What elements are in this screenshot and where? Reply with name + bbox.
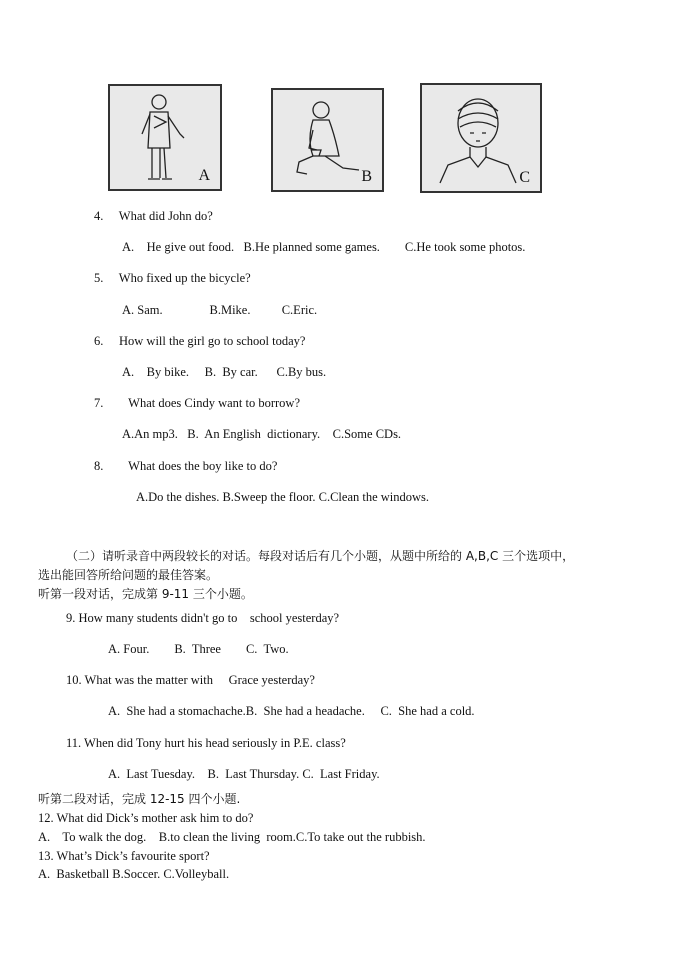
picture-b bbox=[271, 88, 384, 192]
question-5-options: A. Sam. B.Mike. C.Eric. bbox=[122, 303, 318, 317]
question-11-options: A. Last Tuesday. B. Last Thursday. C. Last Friday. bbox=[108, 767, 380, 781]
section-instruction: （二）请听录音中两段较长的对话。每段对话后有几个小题，从题中所给的 A,B,C 三个选项中， bbox=[66, 549, 575, 563]
section-instruction-cont: 选出能回答所给问题的最佳答案。 bbox=[38, 568, 219, 582]
question-10-options: A. She had a stomachache.B. She had a headache. C. She had a cold. bbox=[108, 704, 475, 718]
question-12: 12. What did Dick’s mother ask him to do? bbox=[38, 811, 254, 825]
question-7: 7. What does Cindy want to borrow? bbox=[94, 396, 300, 410]
question-4-options: A. He give out food. B.He planned some games. C.He took some photos. bbox=[122, 240, 526, 254]
picture-label: A bbox=[198, 167, 210, 184]
question-9-options: A. Four. B. Three C. Two. bbox=[108, 642, 289, 656]
question-6: 6. How will the girl go to school today? bbox=[94, 334, 306, 348]
dialog1-heading: 听第一段对话，完成第 9-11 三个小题。 bbox=[38, 587, 253, 601]
question-13-options: A. Basketball B.Soccer. C.Volleyball. bbox=[38, 867, 230, 881]
question-9: 9. How many students didn't go to school yesterday? bbox=[66, 611, 340, 625]
dialog2-heading: 听第二段对话，完成 12-15 四个小题. bbox=[38, 792, 241, 806]
question-8: 8. What does the boy like to do? bbox=[94, 459, 278, 473]
picture-label: B bbox=[361, 168, 372, 185]
question-7-options: A.An mp3. B. An English dictionary. C.Some CDs. bbox=[122, 427, 402, 441]
question-13: 13. What’s Dick’s favourite sport? bbox=[38, 849, 210, 863]
question-5: 5. Who fixed up the bicycle? bbox=[94, 271, 251, 285]
picture-c bbox=[420, 83, 542, 193]
question-8-options: A.Do the dishes. B.Sweep the floor. C.Clean the windows. bbox=[136, 490, 430, 504]
question-12-options: A. To walk the dog. B.to clean the living room.C.To take out the rubbish. bbox=[38, 830, 426, 844]
picture-a bbox=[108, 84, 222, 191]
question-4: 4. What did John do? bbox=[94, 209, 213, 223]
picture-label: C bbox=[519, 169, 530, 186]
question-6-options: A. By bike. B. By car. C.By bus. bbox=[122, 365, 327, 379]
question-11: 11. When did Tony hurt his head seriously in P.E. class? bbox=[66, 736, 346, 750]
question-10: 10. What was the matter with Grace yesterday? bbox=[66, 673, 315, 687]
